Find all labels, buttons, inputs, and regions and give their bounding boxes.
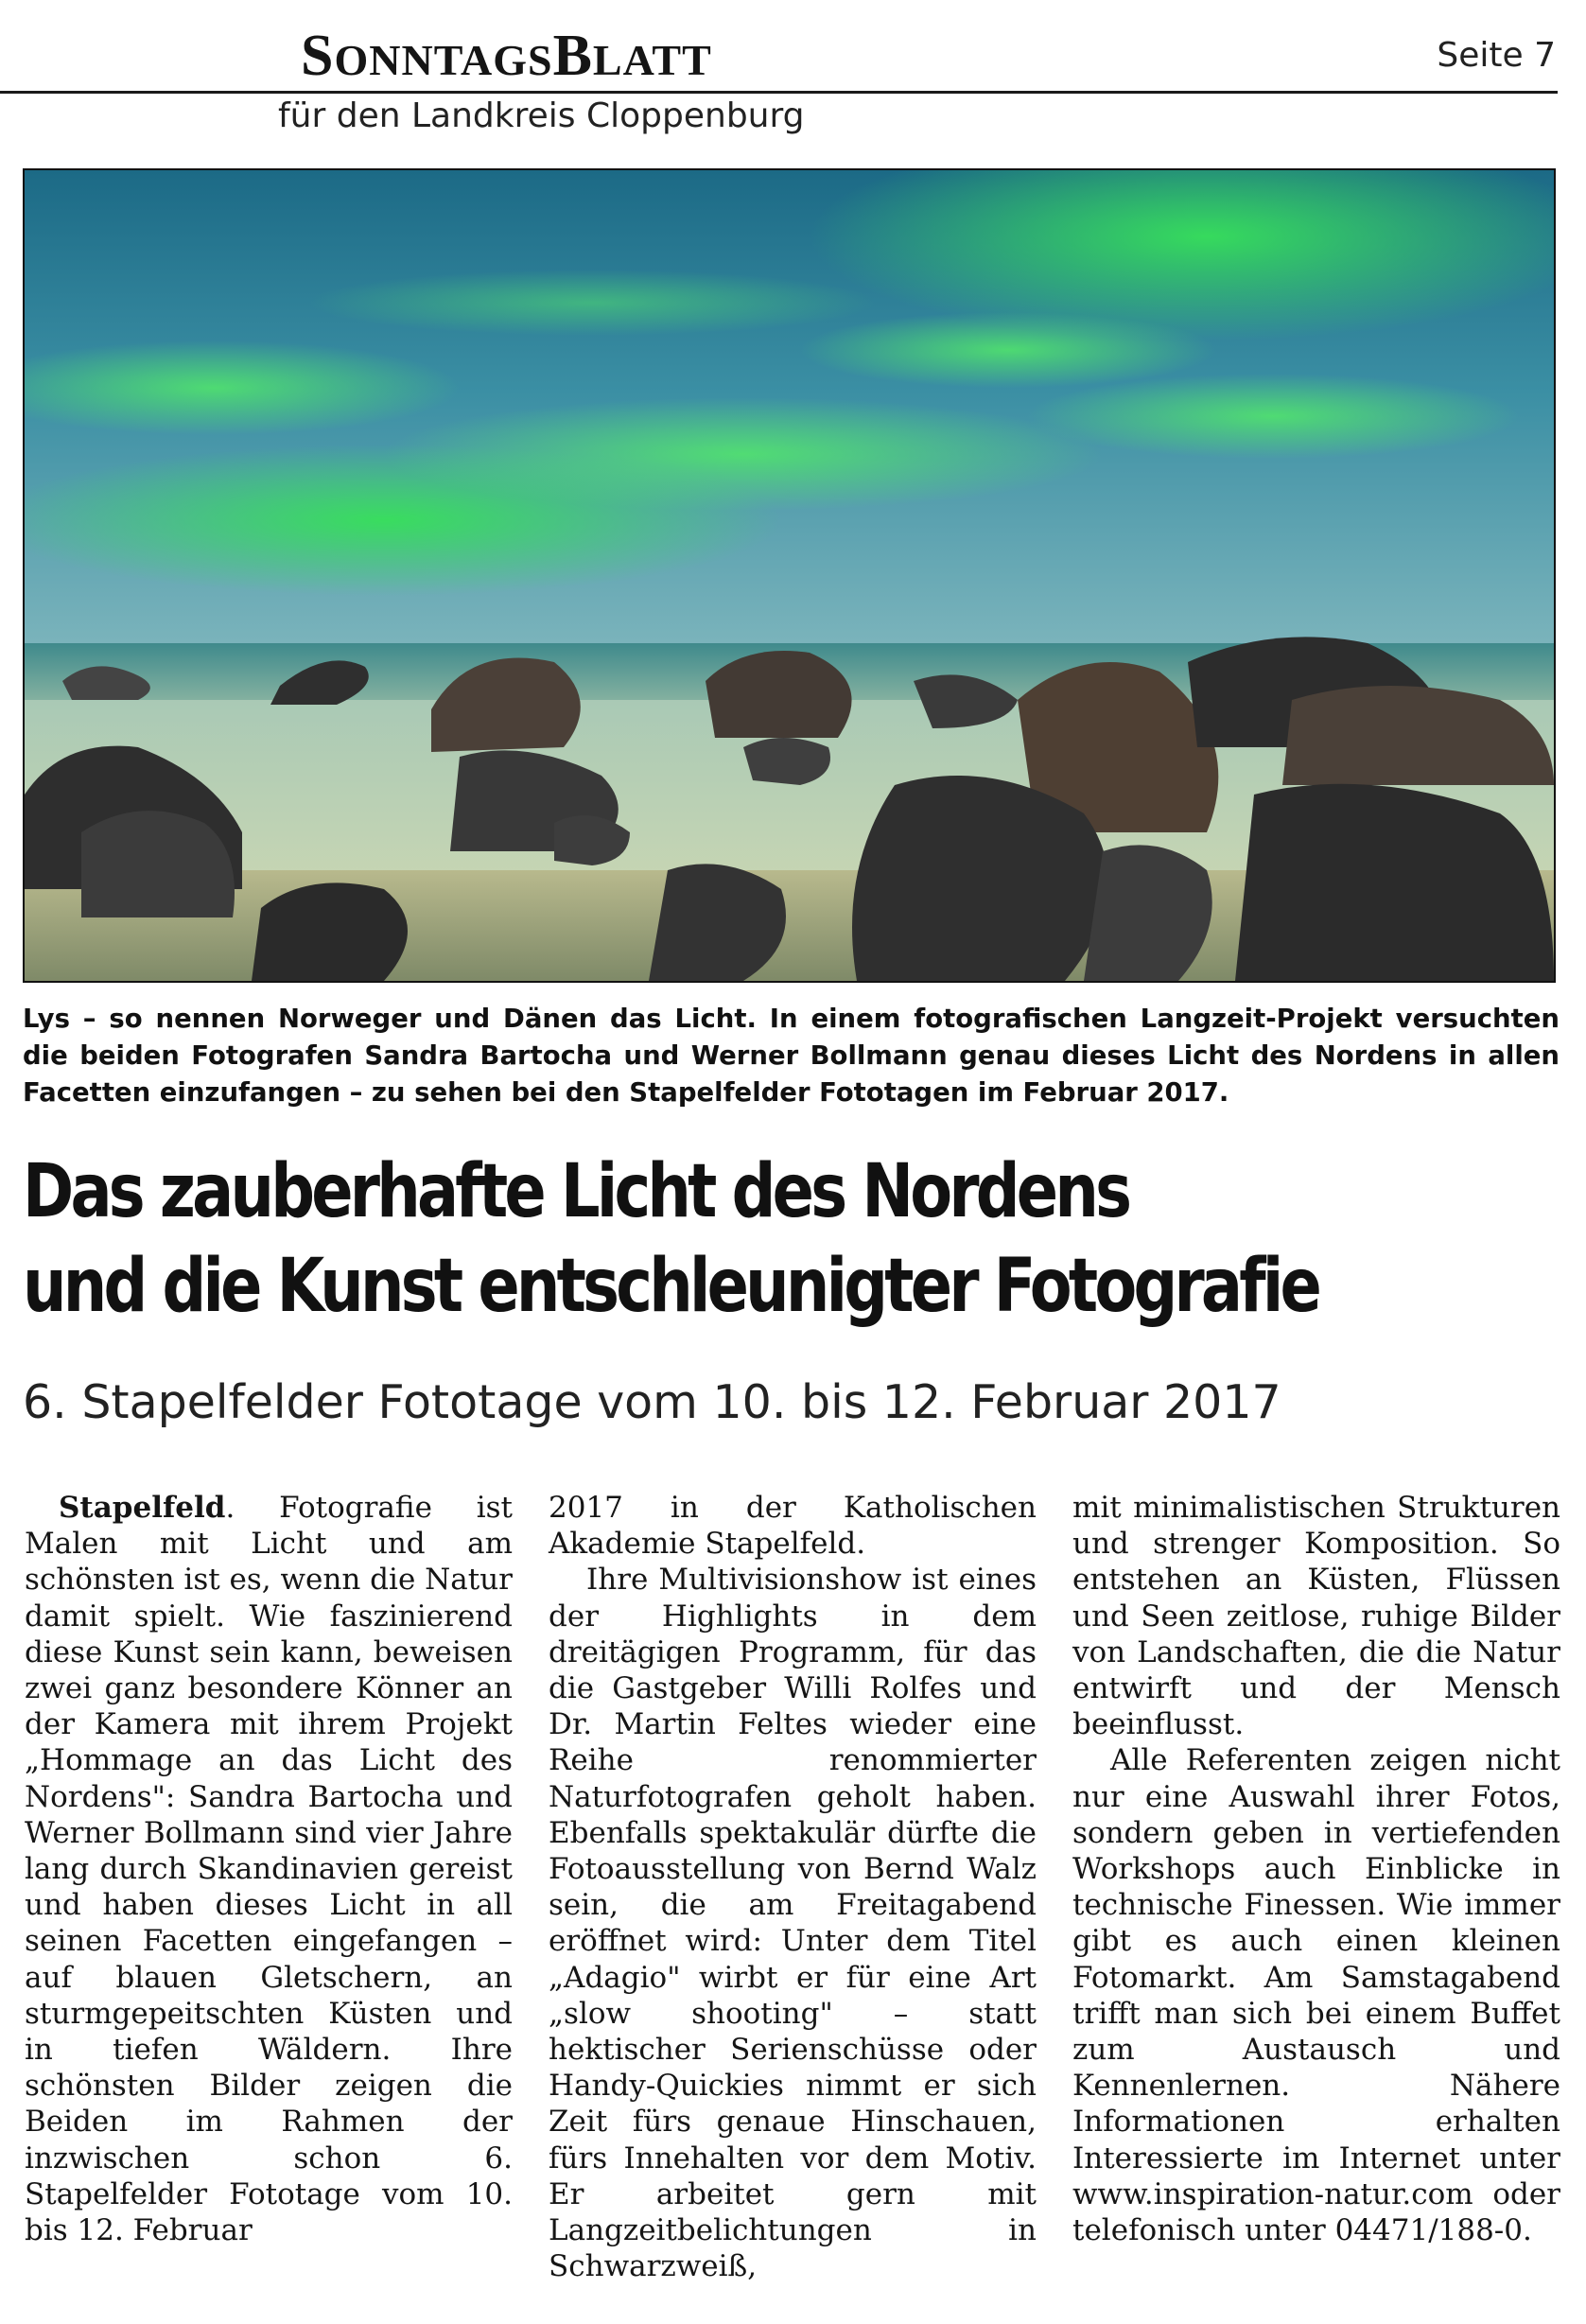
paragraph: Alle Referenten zeigen nicht nur eine Auswahl ihrer Fotos, sondern geben in vertiefenden Workshops auch Einblicke in technische Finessen. Wie immer gibt es auch einen kleinen Fotomarkt. Am Samstagabend trifft man sich bei einem Buffet zum Austausch und Kennenlernen. Nähere Informationen erhalten Interessierte im Internet unter www.inspiration-natur.com oder telefonisch unter 04471/188-0. bbox=[1072, 1743, 1560, 2248]
subheadline: 6. Stapelfelder Fototage vom 10. bis 12. Februar 2017 bbox=[23, 1375, 1281, 1429]
article-column-3 bbox=[1072, 1490, 1560, 2313]
paragraph-text: . Fotografie ist Malen mit Licht und am schönsten ist es, wenn die Natur damit spielt. Wie faszinierend diese Kunst sein kann, beweisen zwei ganz besondere Könner an der Kamera mit ihrem Projekt „Hommage an das Licht des Nordens": Sandra Bartocha und Werner Bollmann sind vier Jahre lang durch Skandinavien gereist und haben dieses Licht in all seinen Facetten eingefangen – auf blauen Gletschern, an sturmgepeitschten Küsten und in tiefen Wäldern. Ihre schönsten Bilder zeigen die Beiden im Rahmen der inzwischen schon 6. Stapelfelder Fototage vom 10. bis 12. Februar bbox=[25, 1491, 513, 2248]
newspaper-brand bbox=[301, 23, 712, 90]
paragraph bbox=[25, 1490, 513, 2248]
headline-line-1: Das zauberhafte Licht des Nordens bbox=[23, 1149, 1129, 1234]
paragraph: Ihre Multivisionshow ist eines der Highlights in dem dreitägigen Programm, für das die Gastgeber Willi Rolfes und Dr. Martin Feltes wieder eine Reihe renommierter Naturfotografen geholt haben. Ebenfalls spektakulär dürfte die Fotoausstellung von Bernd Walz sein, die am Freitagabend eröffnet wird: Unter dem Titel „Adagio" wirbt er für eine Art „slow shooting" – statt hektischer Serienschüsse oder Handy-Quickies nimmt er sich Zeit fürs genaue Hinschauen, fürs Innehalten vor dem Motiv. Er arbeitet gern mit Langzeitbelichtungen in Schwarzweiß, bbox=[549, 1563, 1037, 2284]
brand-rest-1: ONNTAGS bbox=[334, 36, 553, 84]
article-column-1 bbox=[25, 1490, 513, 2313]
brand-initial-s: S bbox=[301, 24, 335, 88]
masthead-subtitle: für den Landkreis Cloppenburg bbox=[278, 96, 805, 135]
masthead-rule bbox=[0, 91, 1558, 94]
article-column-2 bbox=[549, 1490, 1037, 2313]
photo-caption: Lys – so nennen Norweger und Dänen das Licht. In einem fotografischen Langzeit-Projekt versuchten die beiden Fotografen Sandra Bartocha und Werner Bollmann genau dieses Licht des Nordens in allen Facetten einzufangen – zu sehen bei den Stapelfelder Fototagen im Februar 2017. bbox=[23, 1004, 1560, 1108]
page-number: Seite 7 bbox=[1437, 36, 1556, 75]
headline-line-2: und die Kunst entschleunigter Fotografie bbox=[23, 1244, 1319, 1329]
paragraph: 2017 in der Katholischen Akademie Stapelfeld. bbox=[549, 1491, 1037, 1562]
brand-initial-b: B bbox=[552, 24, 593, 88]
paragraph: mit minimalistischen Strukturen und strenger Komposition. So entstehen an Küsten, Flüssen und Seen zeitlose, ruhige Bilder von Landschaften, die die Natur entwirft und der Mensch beeinflusst. bbox=[1072, 1491, 1560, 1742]
aurora-landscape-image bbox=[25, 170, 1554, 981]
masthead bbox=[0, 0, 1586, 142]
dateline: Stapelfeld bbox=[59, 1491, 226, 1525]
headline bbox=[23, 1145, 1456, 1334]
brand-rest-2: LATT bbox=[592, 36, 712, 84]
article-body bbox=[25, 1490, 1560, 2313]
aurora-photo bbox=[23, 168, 1556, 983]
